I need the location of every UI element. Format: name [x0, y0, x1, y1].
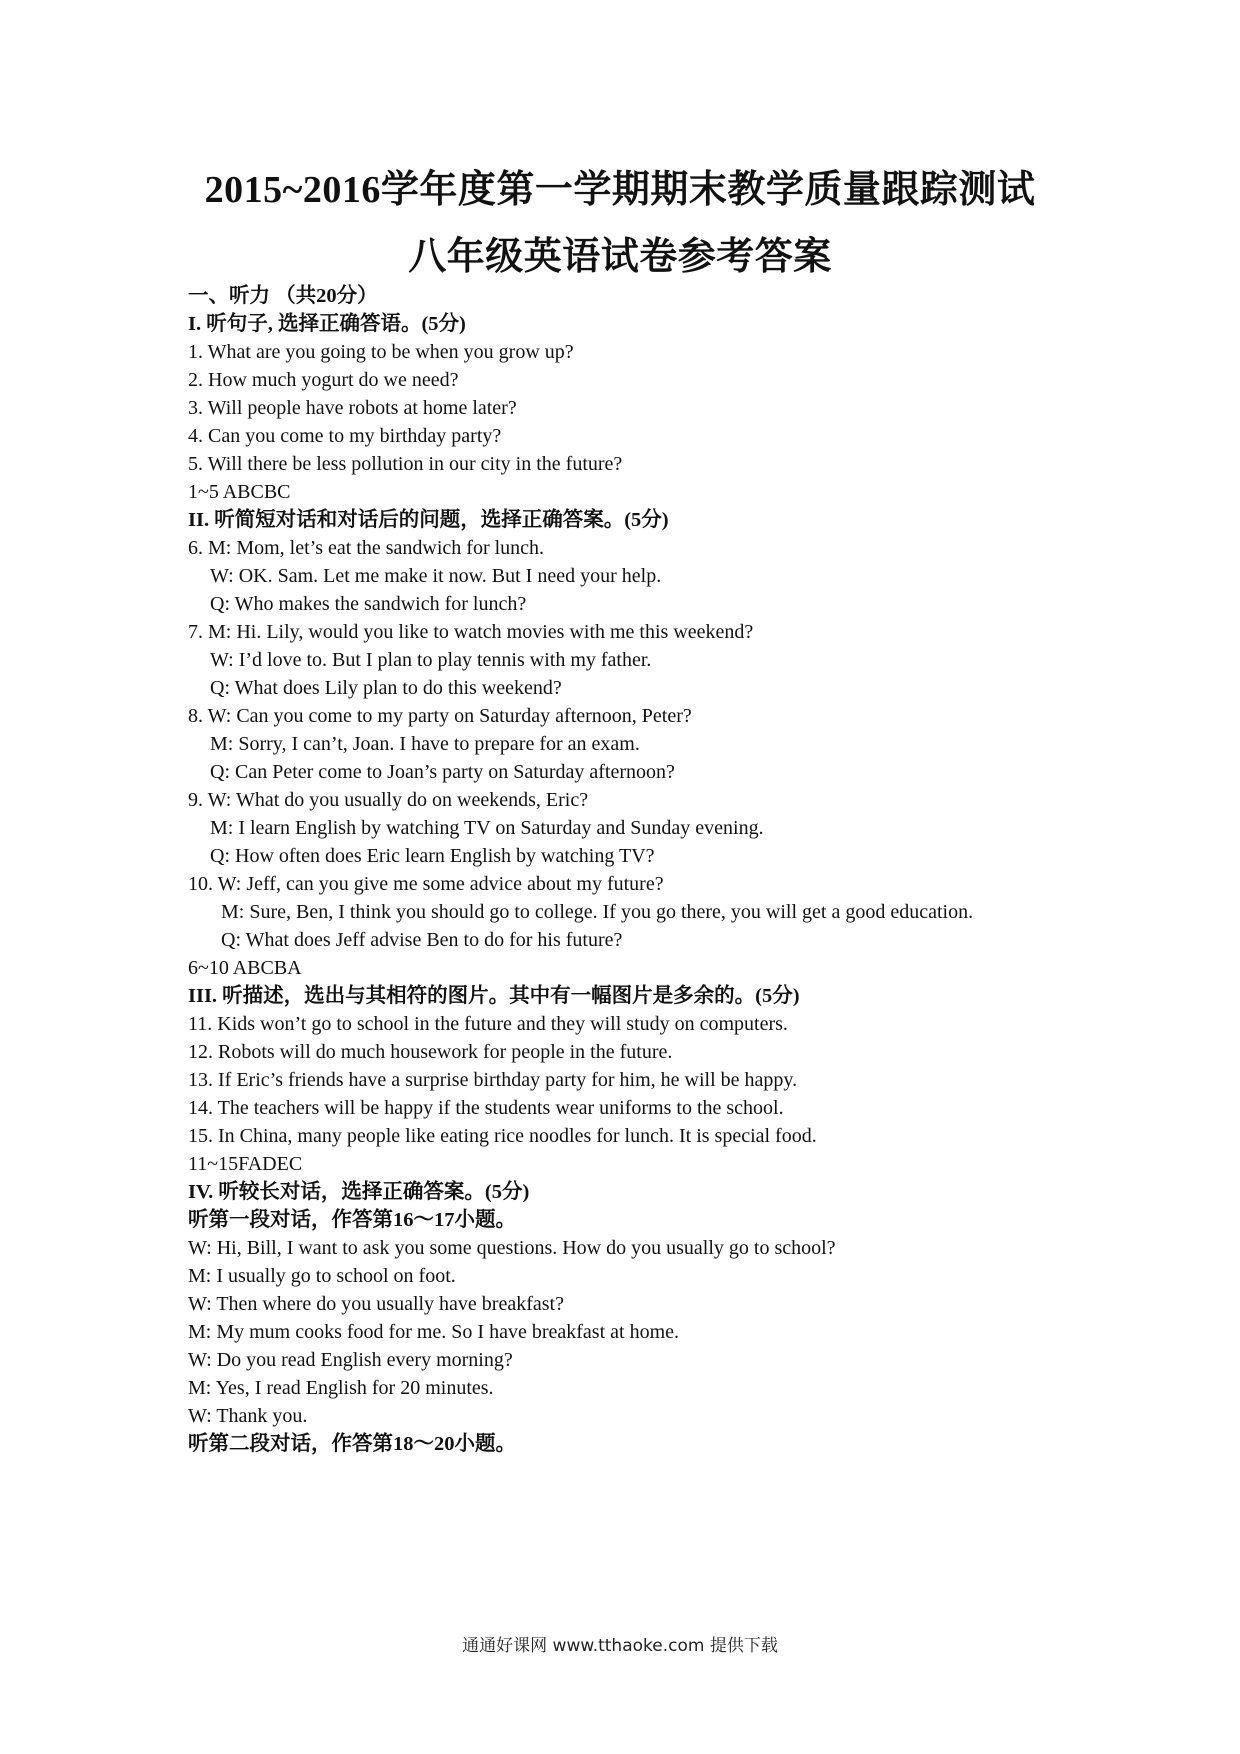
text-line: W: I’d love to. But I plan to play tennis with my father. [210, 649, 652, 671]
section-heading: 听第一段对话，作答第16～17小题。 [188, 1209, 516, 1231]
text-line: 14. The teachers will be happy if the students wear uniforms to the school. [188, 1097, 784, 1119]
footer-credit: 通通好课网 www.tthaoke.com 提供下载 [462, 1636, 778, 1656]
text-line: 11~15FADEC [188, 1153, 303, 1175]
document-subtitle: 八年级英语试卷参考答案 [408, 236, 832, 278]
text-line: 10. W: Jeff, can you give me some advice about my future? [188, 873, 664, 895]
text-line: W: Thank you. [188, 1405, 308, 1427]
text-line: 8. W: Can you come to my party on Saturday afternoon, Peter? [188, 705, 692, 727]
text-line: Q: What does Lily plan to do this weekend? [210, 677, 562, 699]
text-line: Q: Who makes the sandwich for lunch? [210, 593, 527, 615]
text-line: 12. Robots will do much housework for people in the future. [188, 1041, 673, 1063]
text-line: Q: How often does Eric learn English by watching TV? [210, 845, 655, 867]
section-heading: III. 听描述，选出与其相符的图片。其中有一幅图片是多余的。(5分) [188, 985, 800, 1007]
text-line: M: I usually go to school on foot. [188, 1265, 456, 1287]
text-line: 6. M: Mom, let’s eat the sandwich for lunch. [188, 537, 545, 559]
document-title: 2015~2016学年度第一学期期末教学质量跟踪测试 [204, 169, 1036, 211]
text-line: 1~5 ABCBC [188, 481, 291, 503]
text-line: M: Yes, I read English for 20 minutes. [188, 1377, 494, 1399]
text-line: 9. W: What do you usually do on weekends, Eric? [188, 789, 589, 811]
text-line: W: Hi, Bill, I want to ask you some questions. How do you usually go to school? [188, 1237, 836, 1259]
text-line: 15. In China, many people like eating rice noodles for lunch. It is special food. [188, 1125, 817, 1147]
text-line: M: I learn English by watching TV on Saturday and Sunday evening. [210, 817, 764, 839]
text-line: 1. What are you going to be when you grow up? [188, 341, 574, 363]
text-line: 11. Kids won’t go to school in the future and they will study on computers. [188, 1013, 788, 1035]
answer-content [188, 282, 1088, 1458]
text-line: M: Sorry, I can’t, Joan. I have to prepare for an exam. [210, 733, 640, 755]
text-line: W: Do you read English every morning? [188, 1349, 513, 1371]
section-heading: II. 听简短对话和对话后的问题，选择正确答案。(5分) [188, 509, 669, 531]
text-line: W: OK. Sam. Let me make it now. But I need your help. [210, 565, 662, 587]
text-line: 13. If Eric’s friends have a surprise birthday party for him, he will be happy. [188, 1069, 798, 1091]
text-line: 3. Will people have robots at home later? [188, 397, 517, 419]
section-heading: I. 听句子, 选择正确答语。(5分) [188, 313, 466, 335]
text-line: 2. How much yogurt do we need? [188, 369, 459, 391]
text-line: 4. Can you come to my birthday party? [188, 425, 502, 447]
text-line: 5. Will there be less pollution in our city in the future? [188, 453, 623, 475]
text-line: M: My mum cooks food for me. So I have breakfast at home. [188, 1321, 680, 1343]
text-line: 7. M: Hi. Lily, would you like to watch movies with me this weekend? [188, 621, 754, 643]
section-heading: 听第二段对话，作答第18～20小题。 [188, 1433, 516, 1455]
text-line: 6~10 ABCBA [188, 957, 302, 979]
text-line: M: Sure, Ben, I think you should go to college. If you go there, you will get a good education. [221, 901, 974, 923]
text-line: W: Then where do you usually have breakfast? [188, 1293, 564, 1315]
section-heading: 一、听力 （共20分） [188, 285, 378, 307]
text-line: Q: What does Jeff advise Ben to do for his future? [221, 929, 623, 951]
text-line: Q: Can Peter come to Joan’s party on Saturday afternoon? [210, 761, 675, 783]
section-heading: IV. 听较长对话，选择正确答案。(5分) [188, 1181, 530, 1203]
